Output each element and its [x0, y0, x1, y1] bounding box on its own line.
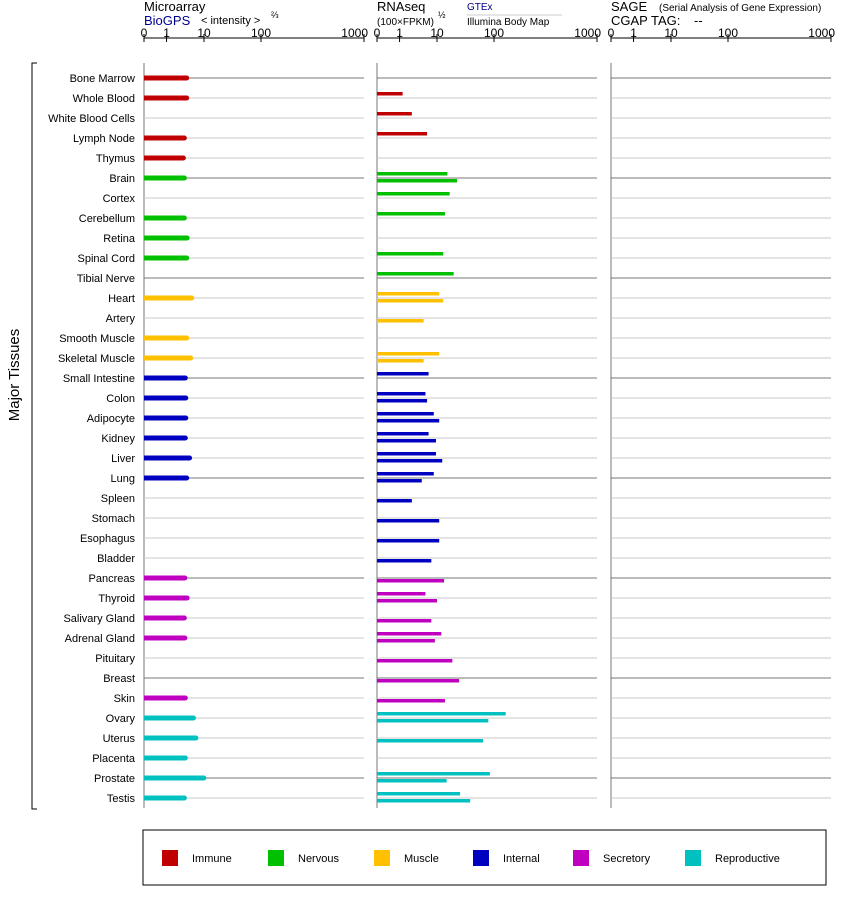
tissue-label: Tibial Nerve — [76, 273, 135, 285]
legend-label-immune: Immune — [192, 853, 232, 865]
tissue-label: Kidney — [101, 433, 135, 445]
legend-swatch-reproductive — [685, 850, 701, 866]
bar-kidney[interactable] — [144, 436, 185, 441]
axis-tick-label: 10 — [664, 26, 678, 40]
bar-smooth-muscle[interactable] — [144, 336, 187, 341]
y-axis-bracket — [32, 63, 37, 809]
bar-cap — [183, 376, 188, 381]
bar-brain[interactable] — [144, 176, 184, 181]
bar-prostate[interactable] — [144, 776, 204, 781]
panel-1-unit: < intensity > — [201, 15, 261, 27]
axis-tick-label: 100 — [483, 26, 505, 40]
bar-retina[interactable] — [144, 236, 187, 241]
bar-small-intestine[interactable] — [144, 376, 185, 381]
bar-pancreas-s2[interactable] — [377, 579, 444, 583]
bar-prostate-s2[interactable] — [377, 779, 447, 783]
bar-colon-s2[interactable] — [377, 399, 427, 403]
bar-cap — [182, 216, 187, 221]
bar-whole-blood-s1[interactable] — [377, 92, 403, 96]
bar-cap — [184, 476, 189, 481]
panel-2-unit: (100×FPKM) — [377, 17, 434, 28]
tissue-label: Placenta — [92, 753, 135, 765]
bar-adipocyte[interactable] — [144, 416, 186, 421]
axis-tick-label: 1 — [163, 26, 170, 40]
bar-cap — [184, 96, 189, 101]
tissue-label: Small Intestine — [62, 373, 135, 385]
axis-tick-label: 1000 — [341, 26, 368, 40]
axis-tick-label: 100 — [250, 26, 272, 40]
axis-tick-label: 0 — [607, 26, 615, 40]
bar-cap — [185, 596, 190, 601]
tissue-label: Testis — [106, 793, 135, 805]
tissue-label: Lung — [110, 473, 135, 485]
bar-cap — [183, 756, 188, 761]
bar-testis-s2[interactable] — [377, 799, 470, 803]
bar-stomach-s2[interactable] — [377, 519, 439, 523]
axis-tick-label: 1000 — [808, 26, 835, 40]
bar-cap — [182, 616, 187, 621]
bar-cap — [184, 256, 189, 261]
tissue-label: Adipocyte — [86, 413, 135, 425]
bar-skin[interactable] — [144, 696, 185, 701]
tissue-label: Cerebellum — [78, 213, 135, 225]
panel-3 — [608, 26, 836, 808]
panel-1 — [141, 26, 369, 808]
bar-cortex-s1[interactable] — [377, 192, 450, 196]
bar-colon-s1[interactable] — [377, 392, 425, 396]
panel-1-source[interactable]: BioGPS — [144, 13, 191, 28]
bar-lymph-node-s1[interactable] — [377, 132, 427, 136]
tissue-label: Lymph Node — [73, 133, 135, 145]
bar-ovary[interactable] — [144, 716, 193, 721]
bar-colon[interactable] — [144, 396, 186, 401]
bar-bone-marrow[interactable] — [144, 76, 187, 81]
bar-lung[interactable] — [144, 476, 187, 481]
tissue-label: Spinal Cord — [77, 253, 135, 265]
tissue-label: Brain — [109, 173, 135, 185]
tissue-label: Pancreas — [88, 573, 135, 585]
legend-swatch-nervous — [268, 850, 284, 866]
tissue-label: Retina — [103, 233, 135, 245]
tissue-label: Skin — [113, 693, 135, 705]
bar-liver-s1[interactable] — [377, 452, 436, 456]
bar-white-blood-cells-s1[interactable] — [377, 112, 412, 116]
bar-kidney-s1[interactable] — [377, 432, 429, 436]
tissue-label: Heart — [108, 293, 135, 305]
bar-cap — [191, 716, 196, 721]
axis-tick-label: 1 — [630, 26, 637, 40]
tissue-label: Pituitary — [95, 653, 135, 665]
tissue-label: Prostate — [94, 773, 135, 785]
panel-1-title: Microarray — [144, 0, 206, 14]
tissue-label: Artery — [105, 313, 135, 325]
tissue-label: Ovary — [105, 713, 135, 725]
axis-tick-label: 1 — [396, 26, 403, 40]
tissue-label: Thyroid — [98, 593, 135, 605]
bar-adipocyte-s2[interactable] — [377, 419, 439, 423]
bar-lung-s1[interactable] — [377, 472, 434, 476]
bar-cap — [183, 696, 188, 701]
bar-cap — [184, 336, 189, 341]
bar-cerebellum[interactable] — [144, 216, 184, 221]
bar-cap — [201, 776, 206, 781]
bar-cap — [182, 136, 187, 141]
bar-spinal-cord[interactable] — [144, 256, 187, 261]
bar-cap — [188, 356, 193, 361]
legend-label-reproductive: Reproductive — [715, 853, 780, 865]
bar-salivary-gland-s2[interactable] — [377, 619, 431, 623]
legend-swatch-internal — [473, 850, 489, 866]
bar-skin-s2[interactable] — [377, 699, 445, 703]
bar-adrenal-gland-s1[interactable] — [377, 632, 441, 636]
bar-kidney-s2[interactable] — [377, 439, 436, 443]
panel-2-source-top[interactable]: GTEx — [467, 2, 493, 13]
bar-thyroid-s1[interactable] — [377, 592, 425, 596]
panel-3-subtitle: CGAP TAG: — [611, 13, 681, 28]
tissue-label: Spleen — [100, 493, 135, 505]
bar-bladder-s2[interactable] — [377, 559, 431, 563]
bar-prostate-s1[interactable] — [377, 772, 490, 776]
tissue-label: Salivary Gland — [63, 613, 135, 625]
bar-esophagus-s2[interactable] — [377, 539, 439, 543]
panel-1-unit-exponent: ⅔ — [271, 10, 279, 20]
bar-breast-s2[interactable] — [377, 679, 459, 683]
axis-tick-label: 0 — [140, 26, 148, 40]
bar-spleen-s2[interactable] — [377, 499, 412, 503]
panel-2-title: RNAseq — [377, 0, 426, 14]
tissue-label: Skeletal Muscle — [57, 353, 135, 365]
bar-testis-s1[interactable] — [377, 792, 460, 796]
bar-liver-s2[interactable] — [377, 459, 442, 463]
panel-2 — [374, 26, 602, 808]
panel-2-source-bottom: Illumina Body Map — [467, 17, 550, 28]
bar-thyroid[interactable] — [144, 596, 187, 601]
tissue-label: Colon — [106, 393, 135, 405]
bar-adrenal-gland[interactable] — [144, 636, 185, 641]
bar-cap — [185, 236, 190, 241]
bar-placenta[interactable] — [144, 756, 185, 761]
bar-testis[interactable] — [144, 796, 184, 801]
bar-uterus[interactable] — [144, 736, 196, 741]
panel-3-title-note: (Serial Analysis of Gene Expression) — [659, 3, 822, 14]
bar-skeletal-muscle-s2[interactable] — [377, 359, 424, 363]
bar-cap — [182, 796, 187, 801]
bar-thyroid-s2[interactable] — [377, 599, 437, 603]
bar-cap — [182, 636, 187, 641]
bar-skeletal-muscle[interactable] — [144, 356, 191, 361]
bar-pancreas[interactable] — [144, 576, 185, 581]
tissue-label: White Blood Cells — [48, 113, 135, 125]
bar-whole-blood[interactable] — [144, 96, 187, 101]
bar-cap — [182, 576, 187, 581]
legend-swatch-immune — [162, 850, 178, 866]
tissue-label: Bone Marrow — [69, 73, 135, 85]
bar-small-intestine-s1[interactable] — [377, 372, 429, 376]
bar-adipocyte-s1[interactable] — [377, 412, 434, 416]
bar-heart-s2[interactable] — [377, 299, 443, 303]
tissue-label: Bladder — [97, 553, 135, 565]
axis-tick-label: 10 — [430, 26, 444, 40]
bar-ovary-s2[interactable] — [377, 719, 488, 723]
bar-ovary-s1[interactable] — [377, 712, 506, 716]
bar-cap — [193, 736, 198, 741]
bar-lung-s2[interactable] — [377, 479, 422, 483]
legend-label-nervous: Nervous — [298, 853, 339, 865]
tissue-label: Cortex — [102, 193, 135, 205]
bar-uterus-s2[interactable] — [377, 739, 483, 743]
bar-lymph-node[interactable] — [144, 136, 184, 141]
axis-tick-label: 10 — [197, 26, 211, 40]
axis-tick-label: 100 — [717, 26, 739, 40]
bar-brain-s1[interactable] — [377, 172, 447, 176]
bar-heart[interactable] — [144, 296, 192, 301]
bar-liver[interactable] — [144, 456, 190, 461]
panel-3-title: SAGE — [611, 0, 648, 14]
tissue-label: Stomach — [91, 513, 135, 525]
bar-cap — [182, 176, 187, 181]
tissue-label: Breast — [103, 673, 135, 685]
bar-cap — [184, 76, 189, 81]
panel-3-tag-value: -- — [694, 13, 703, 28]
legend-label-internal: Internal — [503, 853, 540, 865]
bar-thymus[interactable] — [144, 156, 183, 161]
legend-swatch-secretory — [573, 850, 589, 866]
bar-heart-s1[interactable] — [377, 292, 439, 296]
bar-skeletal-muscle-s1[interactable] — [377, 352, 439, 356]
legend-label-muscle: Muscle — [404, 853, 439, 865]
tissue-label: Uterus — [102, 733, 135, 745]
bar-cerebellum-s1[interactable] — [377, 212, 445, 216]
tissue-label: Adrenal Gland — [64, 633, 135, 645]
bar-brain-s2[interactable] — [377, 179, 457, 183]
tissue-label: Liver — [111, 453, 135, 465]
y-axis-label: Major Tissues — [6, 328, 23, 422]
tissue-label: Esophagus — [79, 533, 135, 545]
legend-label-secretory: Secretory — [603, 853, 651, 865]
bar-pituitary-s2[interactable] — [377, 659, 452, 663]
bar-cap — [183, 396, 188, 401]
axis-tick-label: 1000 — [574, 26, 601, 40]
tissue-label: Whole Blood — [72, 93, 135, 105]
bar-cap — [189, 296, 194, 301]
bar-spinal-cord-s1[interactable] — [377, 252, 443, 256]
bar-cap — [187, 456, 192, 461]
bar-adrenal-gland-s2[interactable] — [377, 639, 435, 643]
bar-salivary-gland[interactable] — [144, 616, 184, 621]
tissue-label: Smooth Muscle — [59, 333, 135, 345]
bar-cap — [183, 416, 188, 421]
panel-2-unit-exponent: ½ — [438, 10, 446, 20]
bar-tibial-nerve-s1[interactable] — [377, 272, 454, 276]
legend-swatch-muscle — [374, 850, 390, 866]
bar-cap — [183, 436, 188, 441]
axis-tick-label: 0 — [373, 26, 381, 40]
tissue-label: Thymus — [95, 153, 135, 165]
bar-artery-s2[interactable] — [377, 319, 424, 323]
bar-cap — [181, 156, 186, 161]
